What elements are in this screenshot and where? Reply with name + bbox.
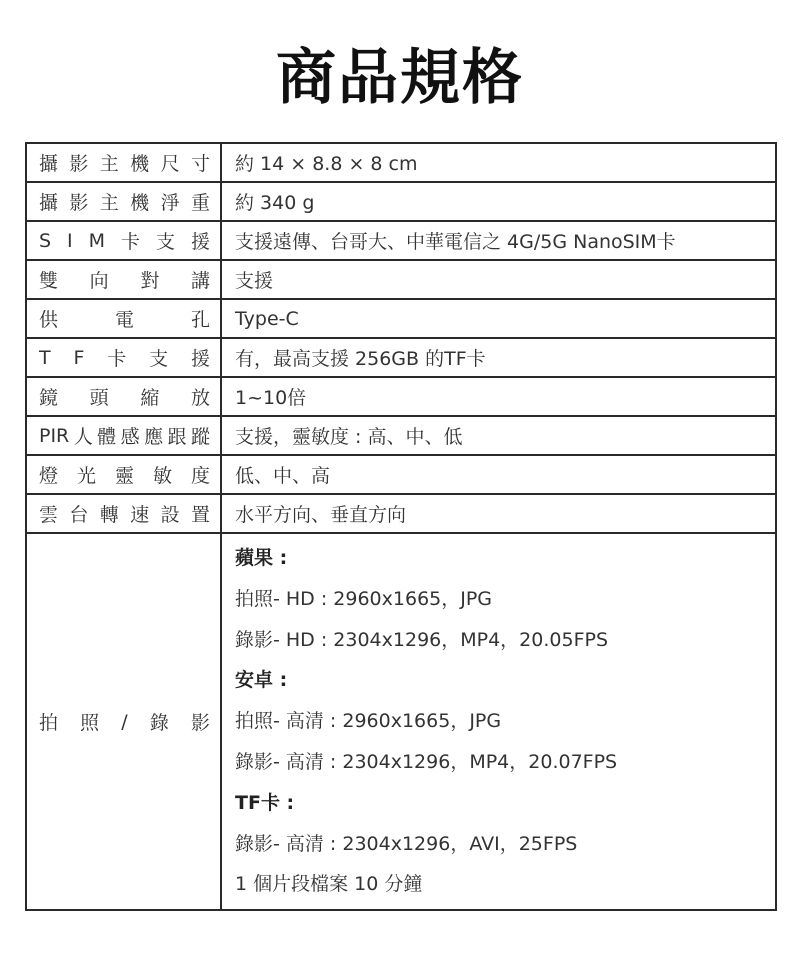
label-char: 置 xyxy=(190,504,210,526)
label-char: S xyxy=(39,229,52,252)
spec-value: 水平方向、垂直方向 xyxy=(221,494,776,533)
table-row xyxy=(26,260,776,299)
spec-value: 約 340 g xyxy=(221,182,776,221)
table-row xyxy=(26,455,776,494)
media-label-text xyxy=(39,708,210,735)
label-char: 攝 xyxy=(39,153,59,175)
label-char: 體 xyxy=(97,426,117,448)
label-char: 主 xyxy=(99,192,119,214)
table-row xyxy=(26,494,776,533)
spec-label xyxy=(26,299,221,338)
label-char: 度 xyxy=(190,465,210,487)
spec-label-text xyxy=(39,227,210,254)
spec-value: 低、中、高 xyxy=(221,455,776,494)
media-line-heading-tf: TF卡 : xyxy=(235,791,295,814)
spec-value: 1~10倍 xyxy=(221,377,776,416)
label-char: 照 xyxy=(80,712,100,735)
media-line: 拍照- 高清 : 2960x1665，JPG xyxy=(235,710,502,733)
label-char: 講 xyxy=(190,270,210,292)
label-char: 電 xyxy=(114,309,134,331)
media-line-heading-android: 安卓 : xyxy=(235,669,288,692)
label-char: 卡 xyxy=(107,348,127,370)
label-char: 雙 xyxy=(39,270,59,292)
label-char: 影 xyxy=(69,153,89,175)
label-char: 孔 xyxy=(190,309,210,331)
spec-value: 支援 xyxy=(221,260,776,299)
label-char: 雲 xyxy=(39,504,59,526)
table-row xyxy=(26,182,776,221)
table-row xyxy=(26,221,776,260)
spec-label xyxy=(26,221,221,260)
label-char: 台 xyxy=(69,504,89,526)
spec-value: 支援遠傳、台哥大、中華電信之 4G/5G NanoSIM卡 xyxy=(221,221,776,260)
spec-label-text xyxy=(39,422,210,449)
spec-value: 有，最高支援 256GB 的TF卡 xyxy=(221,338,776,377)
table-row xyxy=(26,143,776,182)
media-line: 拍照- HD : 2960x1665，JPG xyxy=(235,587,493,610)
media-line: 1 個片段檔案 10 分鐘 xyxy=(235,873,423,896)
spec-label-text xyxy=(39,383,210,410)
spec-label xyxy=(26,260,221,299)
spec-label-text xyxy=(39,500,210,527)
spec-label xyxy=(26,416,221,455)
spec-label xyxy=(26,377,221,416)
label-char: 尺 xyxy=(160,153,180,175)
label-char: 供 xyxy=(39,309,59,331)
label-char: 速 xyxy=(130,504,150,526)
media-line: 錄影- 高清 : 2304x1296，MP4，20.07FPS xyxy=(235,750,618,773)
spec-label-text xyxy=(39,344,210,371)
label-char: 放 xyxy=(190,387,210,409)
label-char: 卡 xyxy=(120,231,140,253)
label-char: 燈 xyxy=(39,465,59,487)
label-char: 光 xyxy=(76,465,96,487)
spec-value: 支援，靈敏度 : 高、中、低 xyxy=(221,416,776,455)
spec-label xyxy=(26,182,221,221)
label-char: 敏 xyxy=(152,465,172,487)
label-char: 機 xyxy=(130,153,150,175)
label-char: 轉 xyxy=(99,504,119,526)
spec-label-text xyxy=(39,188,210,215)
spec-value: 約 14 × 8.8 × 8 cm xyxy=(221,143,776,182)
spec-label-text xyxy=(39,461,210,488)
media-value xyxy=(221,533,776,910)
label-char: 頭 xyxy=(89,387,109,409)
label-char: 援 xyxy=(190,231,210,253)
spec-table xyxy=(25,142,777,911)
label-char: 對 xyxy=(140,270,160,292)
label-char: 縮 xyxy=(140,387,160,409)
spec-label xyxy=(26,338,221,377)
label-char: 設 xyxy=(160,504,180,526)
label-char: 機 xyxy=(130,192,150,214)
media-line: 錄影- HD : 2304x1296，MP4，20.05FPS xyxy=(235,628,609,651)
label-char: 跟 xyxy=(167,426,187,448)
table-row xyxy=(26,416,776,455)
spec-table-body xyxy=(26,143,776,910)
label-char: M xyxy=(88,229,106,252)
spec-label-text xyxy=(39,305,210,332)
label-char: / xyxy=(121,710,128,733)
spec-label-text xyxy=(39,149,210,176)
spec-label-text xyxy=(39,266,210,293)
label-char: I xyxy=(67,229,73,252)
label-char: 鏡 xyxy=(39,387,59,409)
label-char: 錄 xyxy=(149,712,169,735)
label-char: 人 xyxy=(73,426,93,448)
label-char: 向 xyxy=(89,270,109,292)
label-char: 感 xyxy=(120,426,140,448)
table-row xyxy=(26,299,776,338)
spec-label xyxy=(26,494,221,533)
media-line-heading-apple: 蘋果 : xyxy=(235,547,288,569)
label-char: F xyxy=(73,346,85,369)
label-char: PIR xyxy=(39,424,70,447)
spec-label xyxy=(26,455,221,494)
spec-label xyxy=(26,143,221,182)
label-char: 靈 xyxy=(114,465,134,487)
media-line: 錄影- 高清 : 2304x1296，AVI，25FPS xyxy=(235,832,578,855)
label-char: 攝 xyxy=(39,192,59,214)
label-char: 支 xyxy=(155,231,175,253)
label-char: 寸 xyxy=(190,153,210,175)
spec-value: Type-C xyxy=(221,299,776,338)
label-char: 淨 xyxy=(160,192,180,214)
table-row xyxy=(26,338,776,377)
label-char: 影 xyxy=(69,192,89,214)
label-char: 主 xyxy=(99,153,119,175)
label-char: 蹤 xyxy=(190,426,210,448)
label-char: 援 xyxy=(190,348,210,370)
page-title: 商品規格 xyxy=(276,43,524,113)
label-char: T xyxy=(39,346,51,369)
label-char: 影 xyxy=(190,712,210,735)
label-char: 支 xyxy=(149,348,169,370)
label-char: 拍 xyxy=(39,712,59,735)
media-label xyxy=(26,533,221,910)
label-char: 重 xyxy=(190,192,210,214)
table-row xyxy=(26,377,776,416)
label-char: 應 xyxy=(144,426,164,448)
table-row-media xyxy=(26,533,776,910)
